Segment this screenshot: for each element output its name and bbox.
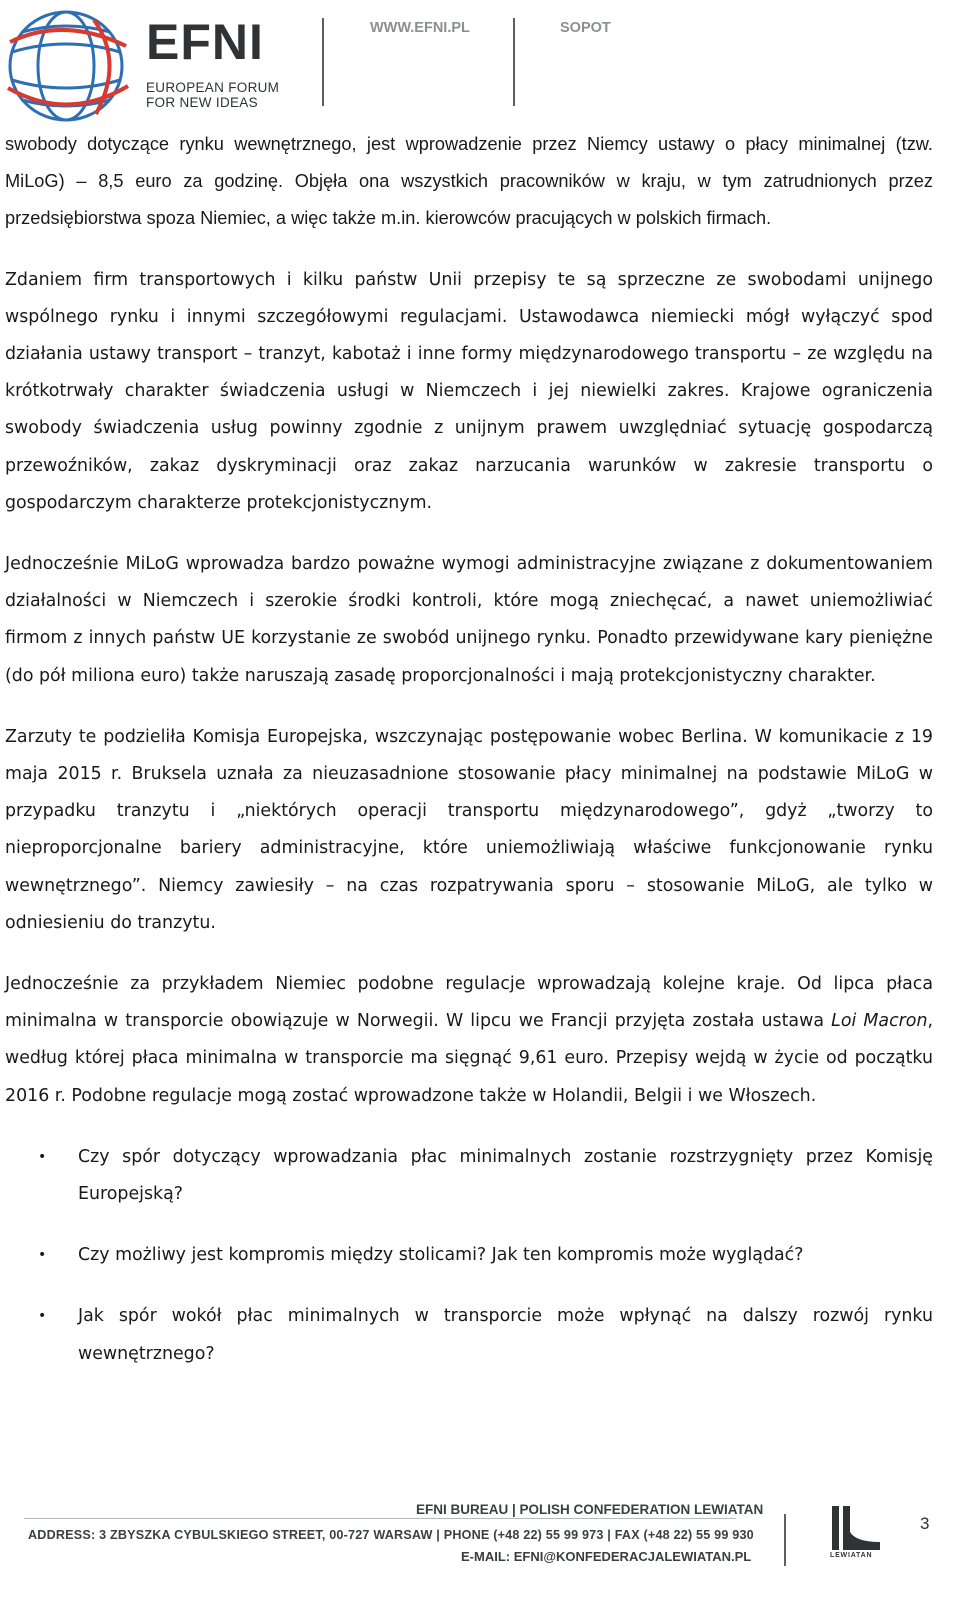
header-divider (322, 18, 324, 106)
header-website-link[interactable]: WWW.EFNI.PL (370, 20, 470, 36)
paragraph-european-commission: Zarzuty te podzieliła Komisja Europejska, wszczynając postępowanie wobec Berlina. W komunikacie z 19 maja 2015 r. Bruksela uznała za nieuzasadnione stosowanie płacy minimalnej na podstawie MiLoG w przypadku tranzytu i „niektórych operacji transportu międzynarodowego”, gdyż „tworzy to nieproporcjonalne bariery administracyjne, które uniemożliwiają właściwe funkcjonowanie rynku wewnętrznego”. Niemcy zawiesiły – na czas rozpatrywania sporu – stosowanie MiLoG, ale tylko w odniesieniu do tranzytu. (5, 726, 933, 933)
footer-address: ADDRESS: 3 ZBYSZKA CYBULSKIEGO STREET, 00-727 WARSAW | PHONE (+48 22) 55 99 973 | FAX (+48 22) 55 99 930 (28, 1528, 754, 1542)
logo-subtitle-line-2: FOR NEW IDEAS (146, 95, 258, 110)
page-footer (0, 1496, 960, 1606)
efni-logo-text (146, 14, 280, 110)
list-item (5, 1298, 933, 1372)
paragraph-minimum-wage-law: swobody dotyczące rynku wewnętrznego, jest wprowadzenie przez Niemcy ustawy o płacy minimalnej (tzw. MiLoG) – 8,5 euro za godzinę. Objęła ona wszystkich pracowników w kraju, w tym zatrudnionych przez przedsiębiorstwa spoza Niemiec, a więc także m.in. kierowców pracujących w polskich firmach. (5, 134, 933, 229)
questions-list (5, 1139, 933, 1373)
bullet-icon: • (38, 1247, 47, 1264)
logo-title: EFNI (146, 14, 264, 70)
footer-email-link[interactable]: E-MAIL: EFNI@KONFEDERACJALEWIATAN.PL (461, 1549, 752, 1564)
paragraph-text: , według której płaca minimalna w transporcie ma sięgnąć 9,61 euro. Przepisy wejdą w życie od początku 2016 r. Podobne regulacje mogą zostać wprowadzone także w Holandii, Belgii i we Włoszech. (5, 1011, 933, 1106)
paragraph-transport-firms-opinion: Zdaniem firm transportowych i kilku państw Unii przepisy te są sprzeczne ze swobodami unijnego wspólnego rynku i innymi szczegółowymi regulacjami. Ustawodawca niemiecki mógł wyłączyć spod działania ustawy transport – tranzyt, kabotaż i inne formy międzynarodowego transportu – ze względu na krótkotrwały charakter świadczenia usługi w Niemczech i jej niewielki zakres. Krajowe ograniczenia swobody świadczenia usług powinny zgodnie z unijnym prawem uwzględniać sytuację gospodarczą przewoźników, zakaz dyskryminacji oraz zakaz narzucania warunków w zakresie transportu o gospodarczym charakterze protekcjonistycznym. (5, 269, 933, 513)
paragraph-other-countries (5, 966, 933, 1115)
footer-divider (784, 1514, 786, 1566)
footer-bureau: EFNI BUREAU | POLISH CONFEDERATION LEWIATAN (416, 1502, 764, 1517)
list-item (5, 1139, 933, 1213)
lewiatan-brand-text: LEWIATAN (830, 1552, 873, 1559)
bullet-icon: • (38, 1148, 47, 1165)
question-text: Czy spór dotyczący wprowadzania płac minimalnych zostanie rozstrzygnięty przez Komisję Europejską? (78, 1146, 933, 1205)
law-name-italic: Loi Macron (831, 1011, 928, 1032)
paragraph-text: Jednocześnie za przykładem Niemiec podobne regulacje wprowadzają kolejne kraje. Od lipca płaca minimalna w transporcie obowiązuje w Norwegii. W lipcu we Francji przyjęta została ustawa (5, 974, 933, 1032)
header-city: SOPOT (560, 20, 611, 36)
page-header (0, 0, 960, 128)
header-divider (513, 18, 515, 106)
bullet-icon: • (38, 1308, 47, 1325)
list-item (5, 1237, 933, 1274)
efni-globe-logo-icon (4, 2, 132, 126)
logo-subtitle-line-1: EUROPEAN FORUM (146, 80, 280, 95)
page-number: 3 (920, 1514, 930, 1533)
question-text: Czy możliwy jest kompromis między stolicami? Jak ten kompromis może wyglądać? (78, 1245, 804, 1266)
document-body (5, 126, 933, 1397)
question-text: Jak spór wokół płac minimalnych w transporcie może wpłynąć na dalszy rozwój rynku wewnętrznego? (78, 1306, 933, 1364)
paragraph-milog-requirements: Jednocześnie MiLoG wprowadza bardzo poważne wymogi administracyjne związane z dokumentowaniem działalności w Niemczech i szerokie środki kontroli, które mogą zniechęcać, a nawet uniemożliwiać firmom z innych państw UE korzystanie ze swobód unijnego rynku. Ponadto przewidywane kary pieniężne (do pół miliona euro) także naruszają zasadę proporcjonalności i mają protekcjonistyczny charakter. (5, 554, 933, 686)
footer-rule (24, 1518, 736, 1519)
